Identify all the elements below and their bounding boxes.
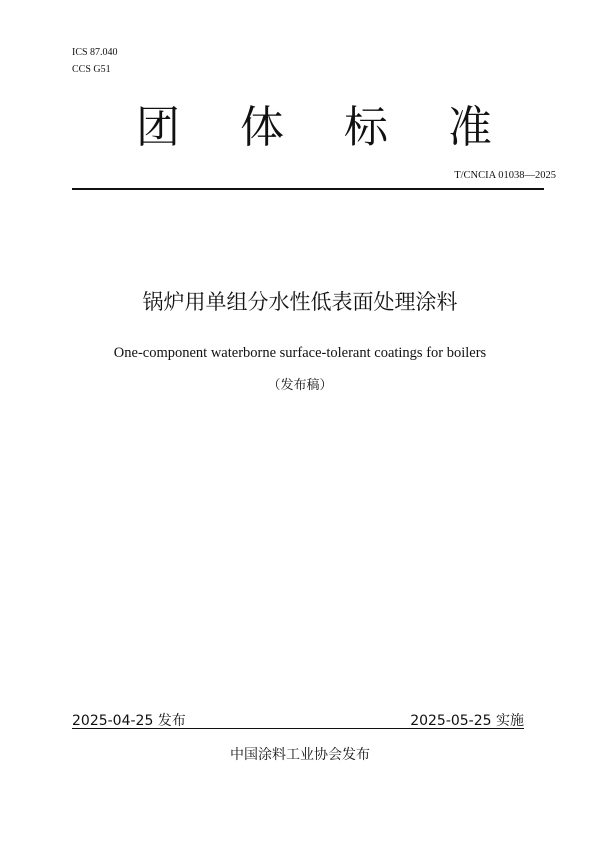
publisher: 中国涂料工业协会发布 — [230, 747, 370, 763]
draft-status: （发布稿） — [267, 378, 333, 393]
standard-number: T/CNCIA 01038—2025 — [454, 170, 556, 181]
classification-codes — [72, 44, 118, 78]
document-type-title — [72, 92, 528, 154]
title-char-1: 团 — [136, 102, 180, 153]
implementation-date: 2025-05-25 实施 — [410, 713, 524, 729]
title-char-3: 标 — [344, 102, 388, 153]
chinese-title: 锅炉用单组分水性低表面处理涂料 — [142, 290, 458, 314]
english-title: One-component waterborne surface-tolerant coatings for boilers — [113, 345, 487, 361]
ccs-code: CCS G51 — [72, 64, 111, 75]
header-divider — [72, 188, 544, 190]
ics-code: ICS 87.040 — [72, 47, 118, 58]
release-date: 2025-04-25 发布 — [72, 713, 186, 729]
title-char-2: 体 — [240, 102, 284, 153]
footer-divider — [72, 728, 524, 729]
title-char-4: 准 — [448, 102, 492, 153]
